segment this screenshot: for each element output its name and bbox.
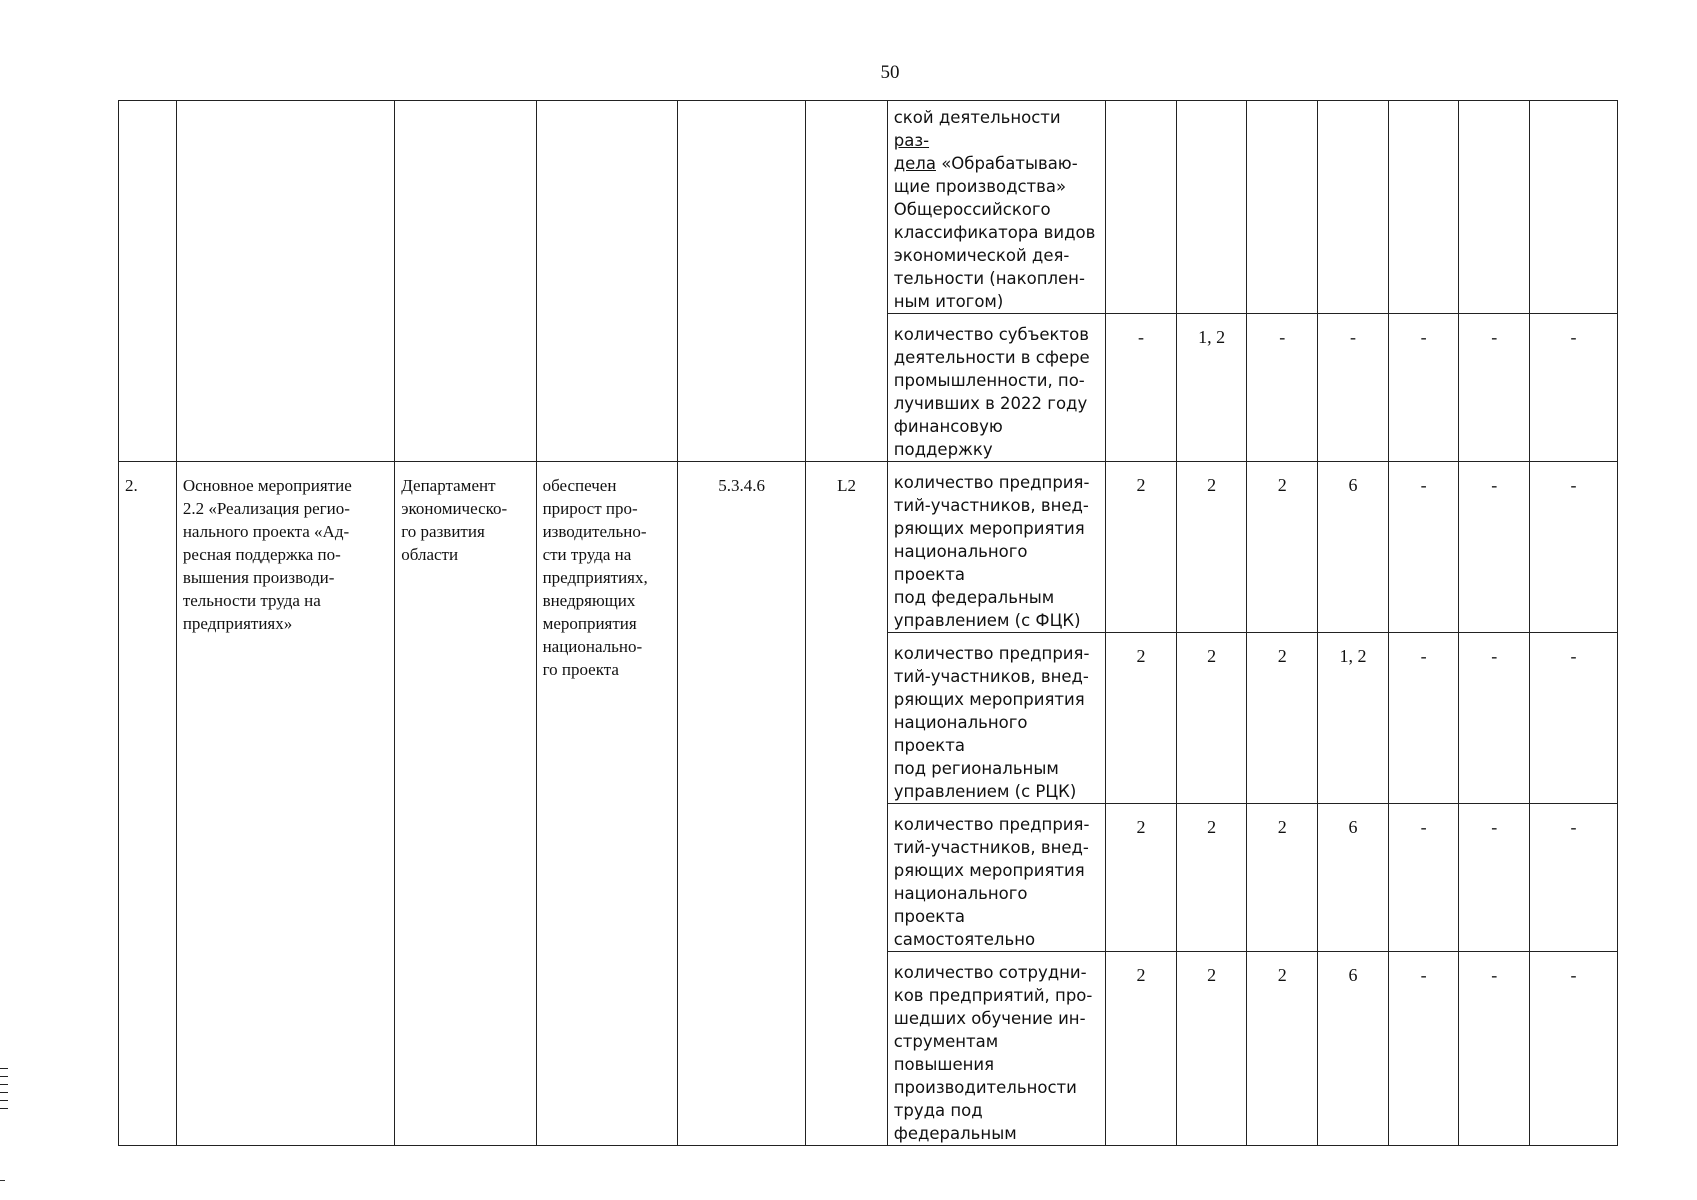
value-cell: - <box>1459 314 1530 462</box>
indicator-cell: количество сотрудни- ков предприятий, про- шедших обучение ин- струментам повышения производительности труда под федеральным <box>887 952 1105 1146</box>
value-cell <box>1388 101 1459 314</box>
measures-table <box>118 100 1618 1146</box>
value-cell: - <box>1388 314 1459 462</box>
value-cell <box>1318 101 1389 314</box>
value-cell: 1, 2 <box>1176 314 1247 462</box>
cell-type-prev <box>806 101 887 462</box>
value-cell: - <box>1530 462 1618 633</box>
value-cell: - <box>1388 462 1459 633</box>
value-cell: - <box>1459 952 1530 1146</box>
value-cell: - <box>1530 314 1618 462</box>
scan-edge-marks <box>0 1068 8 1112</box>
value-cell: 2 <box>1176 952 1247 1146</box>
cell-name-prev <box>176 101 394 462</box>
value-cell: - <box>1106 314 1177 462</box>
value-cell <box>1247 101 1318 314</box>
cell-code-prev <box>677 101 805 462</box>
value-cell: 2 <box>1176 462 1247 633</box>
cell-number: 2. <box>119 462 177 1146</box>
cell-type: L2 <box>806 462 887 1146</box>
value-cell: - <box>1459 804 1530 952</box>
value-cell: - <box>1459 633 1530 804</box>
value-cell: 2 <box>1106 952 1177 1146</box>
value-cell: - <box>1388 633 1459 804</box>
indicator-cell: количество предприя- тий-участников, внед- ряющих мероприятия национального проекта самостоятельно <box>887 804 1105 952</box>
cell-number-prev <box>119 101 177 462</box>
cell-executor-prev <box>395 101 536 462</box>
cell-code: 5.3.4.6 <box>677 462 805 1146</box>
table-row-continued <box>119 101 1618 314</box>
underlined-text: раз- дела <box>893 131 936 173</box>
value-cell <box>1106 101 1177 314</box>
value-cell <box>1459 101 1530 314</box>
value-cell: - <box>1530 633 1618 804</box>
value-cell: 2 <box>1247 633 1318 804</box>
cell-executor: Департамент экономическо- го развития области <box>395 462 536 1146</box>
indicator-cell <box>887 101 1105 314</box>
value-cell: 2 <box>1247 804 1318 952</box>
indicator-continued-text: ской деятельности раз- дела «Обрабатываю- щие производства» Общероссийского классификатора видов экономической дея- тельности (накоплен- ным итогом) <box>893 108 1096 311</box>
value-cell: 6 <box>1318 804 1389 952</box>
indicator-cell: количество предприя- тий-участников, внед- ряющих мероприятия национального проекта под региональным управлением (с РЦК) <box>887 633 1105 804</box>
value-cell: - <box>1530 804 1618 952</box>
value-cell: - <box>1388 952 1459 1146</box>
value-cell <box>1530 101 1618 314</box>
value-cell: 2 <box>1106 462 1177 633</box>
cell-measure-name: Основное мероприятие 2.2 «Реализация регио- нального проекта «Ад- ресная поддержка по- вышения производи- тельности труда на предприятиях» <box>176 462 394 1146</box>
value-cell: 2 <box>1176 804 1247 952</box>
value-cell: 2 <box>1106 804 1177 952</box>
indicator-cell: количество субъектов деятельности в сфере промышленности, по- лучивших в 2022 году финансовую поддержку <box>887 314 1105 462</box>
value-cell: - <box>1318 314 1389 462</box>
value-cell: - <box>1530 952 1618 1146</box>
value-cell: 2 <box>1247 952 1318 1146</box>
table-row <box>119 462 1618 633</box>
value-cell: 6 <box>1318 952 1389 1146</box>
cell-result-prev <box>536 101 677 462</box>
value-cell: 6 <box>1318 462 1389 633</box>
scan-edge-mark <box>0 1180 5 1181</box>
value-cell: 1, 2 <box>1318 633 1389 804</box>
page-number: 50 <box>880 62 900 83</box>
cell-expected-result: обеспечен прирост про- изводительно- сти труда на предприятиях, внедряющих мероприятия национально- го проекта <box>536 462 677 1146</box>
value-cell: 2 <box>1247 462 1318 633</box>
value-cell: - <box>1247 314 1318 462</box>
value-cell: - <box>1388 804 1459 952</box>
value-cell: - <box>1459 462 1530 633</box>
value-cell <box>1176 101 1247 314</box>
indicator-cell: количество предприя- тий-участников, внед- ряющих мероприятия национального проекта под федеральным управлением (с ФЦК) <box>887 462 1105 633</box>
value-cell: 2 <box>1176 633 1247 804</box>
value-cell: 2 <box>1106 633 1177 804</box>
